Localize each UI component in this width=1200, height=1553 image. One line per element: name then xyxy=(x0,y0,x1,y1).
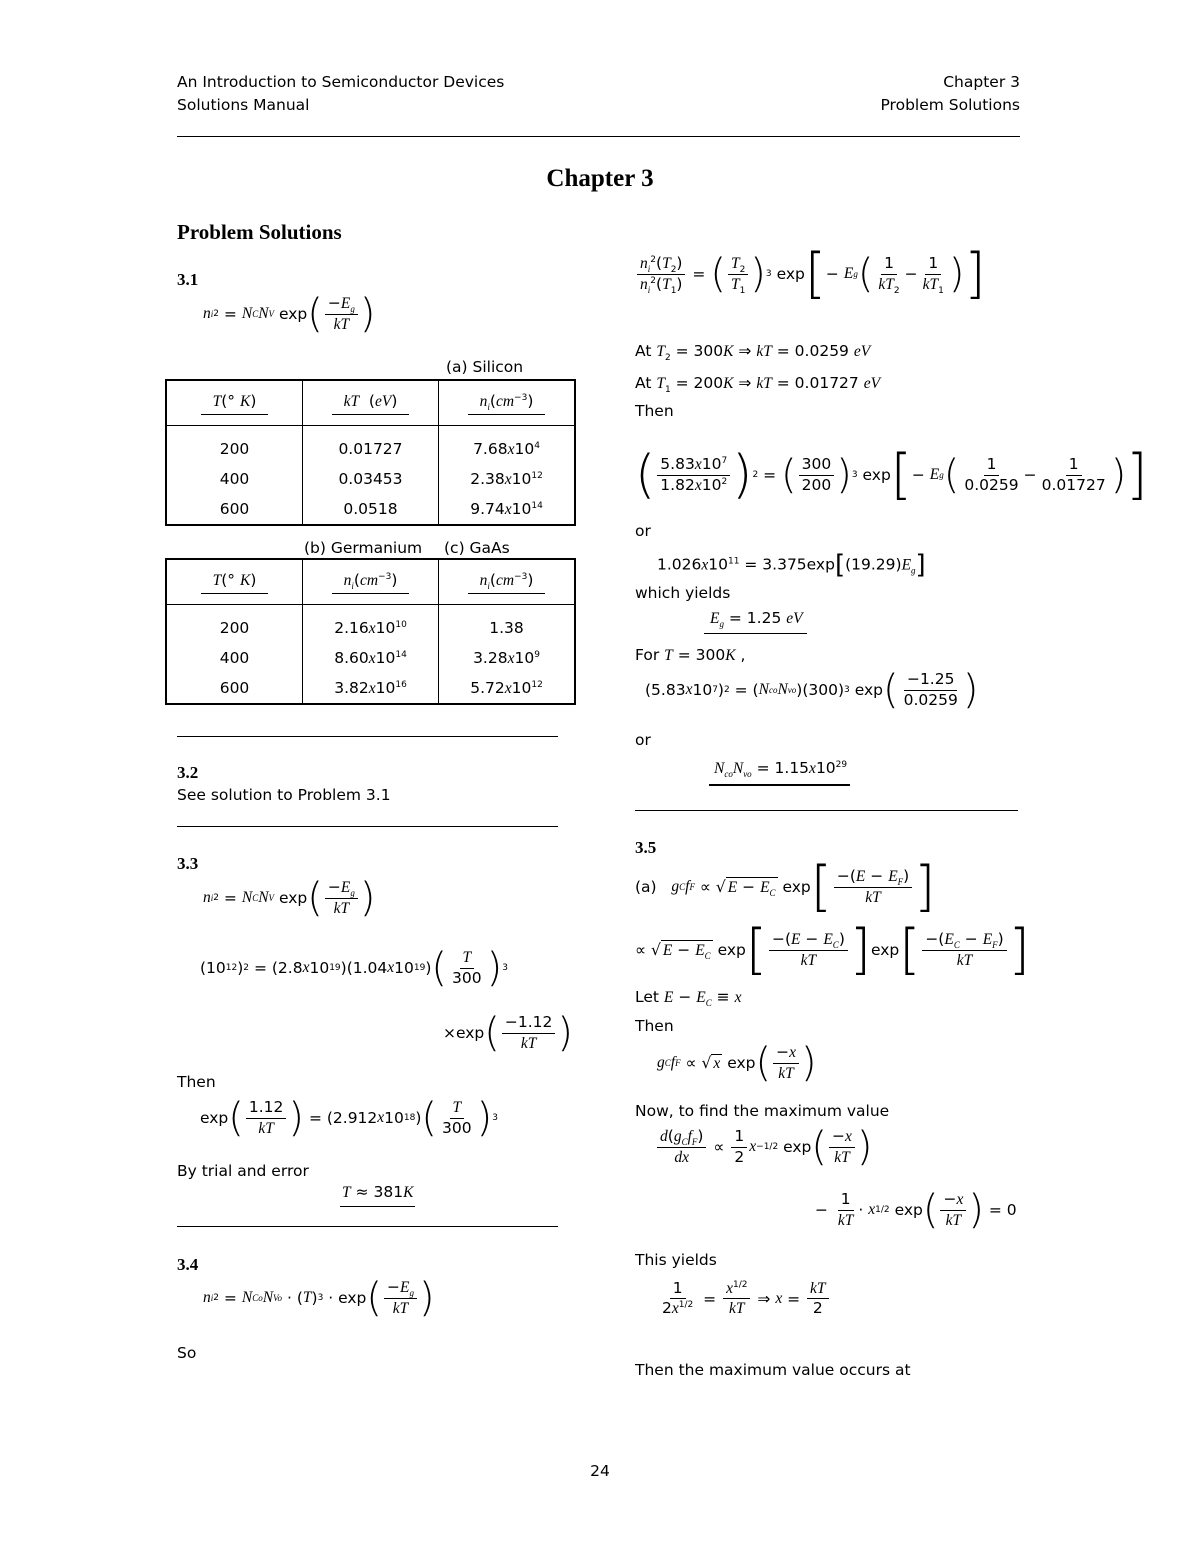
germanium-caption: (b) Germanium xyxy=(304,539,423,557)
table-row: 200 0.01727 $7.68x10^4$ xyxy=(166,426,575,465)
at-t2-line: At $T_2 = 300K$ ⇒ kT = 0.0259 eV xyxy=(635,342,871,364)
yields-label: This yields xyxy=(635,1251,717,1269)
equation-3-4d: $1.026x10^{11} = 3.375\exp[(19.29)E_g]$ xyxy=(657,550,926,580)
problem-3-2-text: See solution to Problem 3.1 xyxy=(177,786,391,804)
equation-3-3b: (10 12 ) 2 = (2.8 x 10 19 )(1.04 x 10 19 ) ( $\frac{T}{300}$ ) 3 xyxy=(200,945,508,991)
equation-3-4e: (5.83 x 10 7 ) 2 = ( N co N vo )(300) 3 exp ( $\frac{-1.25}{0.0259}$ ) xyxy=(645,667,979,713)
or-label: or xyxy=(635,731,651,749)
header-chapter: Chapter 3 xyxy=(943,73,1020,91)
header-section: Problem Solutions xyxy=(880,96,1020,114)
header-rule xyxy=(177,136,1020,137)
silicon-caption: (a) Silicon xyxy=(446,358,524,376)
then-label: Then xyxy=(635,1017,674,1035)
equation-3-5b: ∝ √ $E - E_C$ exp [ $\frac{-(E - E_C)}{kT}$ ] exp [ $\frac{-(E_C - E_F)}{kT}$ ] xyxy=(635,918,1030,981)
at-t1-line: At $T_1 = 200K$ ⇒ kT = 0.01727 eV xyxy=(635,374,881,396)
equation-3-5f: $\frac{1}{2x^{1/2}}$ = $\frac{x^{1/2}}{kT}$ ⇒ x = $\frac{kT}{2}$ xyxy=(657,1280,831,1317)
problem-3-5-number: 3.5 xyxy=(635,838,657,857)
let-line: Let $E - E_C \equiv x$ xyxy=(635,988,742,1009)
or-label: or xyxy=(635,522,651,540)
so-label: So xyxy=(177,1344,197,1362)
equation-3-5d: $\frac{d(g_Cf_F)}{dx}$ ∝ $\frac{1}{2}$ x −1/2 exp ( $\frac{-x}{kT}$ ) xyxy=(655,1127,873,1167)
problem-3-4-number: 3.4 xyxy=(177,1255,199,1274)
equation-3-3a: n i 2 = N C N V exp ( $\frac{-E_g}{kT}$ ) xyxy=(203,875,376,921)
now-label: Now, to find the maximum value xyxy=(635,1102,890,1120)
table-row: 400 $8.60x10^{14}$ $3.28x10^9$ xyxy=(166,643,575,673)
header-book-title: An Introduction to Semiconductor Devices xyxy=(177,73,505,91)
equation-3-4c: ( $\frac{5.83x10^7}{1.82x10^2}$ ) 2 = ( $\frac{300}{200}$ ) 3 exp [ − E g ( $\frac{1}{0.0259}$ − $\frac{1}{0.01727}$ ) ] xyxy=(635,443,1148,506)
equation-3-1: n i 2 = N C N V exp ( $\frac{-E_g}{kT}$ ) xyxy=(203,291,376,337)
then-label: Then xyxy=(177,1073,216,1091)
equation-3-5c: g C f F ∝ √ x exp ( $\frac{-x}{kT}$ ) xyxy=(657,1040,817,1086)
chapter-title: Chapter 3 xyxy=(546,165,654,192)
equation-3-4b: $\frac{n_i^2(T_2)}{n_i^2(T_1)}$ = ( $\frac{T_2}{T_1}$ ) 3 exp [ − E g ( $\frac{1}{kT_2}$ − $\frac{1}{kT_1}$ ) ] xyxy=(635,247,986,301)
result-3-3: T ≈ 381K xyxy=(340,1183,415,1207)
ge-gaas-table: T(° K) $n_i(cm^{-3})$ $n_i(cm^{-3})$ 200 $2.16x10^{10}$ 1.38 400 $8.60x10^{14}$ $3.28x10^9$ 600 $3.82x10^{16}$ $5.72x10^{12}$ xyxy=(165,558,576,705)
page-number: 24 xyxy=(590,1462,610,1480)
trial-label: By trial and error xyxy=(177,1162,309,1180)
for-t-line: For T = 300K , xyxy=(635,646,746,664)
equation-3-4a: n i 2 = N Co N Vo · ( T ) 3 · exp ( $\frac{-E_g}{kT}$ ) xyxy=(203,1275,435,1321)
max-label: Then the maximum value occurs at xyxy=(635,1361,911,1379)
equation-3-5a: (a) g C f F ∝ √ $E - E_C$ exp [ $\frac{-(E - E_F)}{kT}$ ] xyxy=(635,855,936,918)
equation-3-3c: ×exp ( $\frac{-1.12}{kT}$ ) xyxy=(443,1010,573,1056)
table-row: 400 0.03453 $2.38x10^{12}$ xyxy=(166,464,575,494)
problem-3-1-number: 3.1 xyxy=(177,270,199,289)
result-ncnv: $N_{co}N_{vo} = 1.15x10^{29}$ xyxy=(709,759,850,786)
divider xyxy=(635,810,1018,811)
problem-3-3-number: 3.3 xyxy=(177,854,199,873)
header-manual: Solutions Manual xyxy=(177,96,310,114)
problem-3-2-number: 3.2 xyxy=(177,763,199,782)
divider xyxy=(177,1226,558,1227)
then-label: Then xyxy=(635,402,674,420)
silicon-table: T(° K) kT (eV) $n_i(cm^{-3})$ 200 0.01727 $7.68x10^4$ 400 0.03453 $2.38x10^{12}$ 600 0.0518 $9.74x10^{14}$ xyxy=(165,379,576,526)
table-row: 200 $2.16x10^{10}$ 1.38 xyxy=(166,605,575,644)
divider xyxy=(177,736,558,737)
result-eg: $E_g = 1.25$ eV xyxy=(704,609,807,634)
table-row: 600 0.0518 $9.74x10^{14}$ xyxy=(166,494,575,525)
equation-3-3d: exp ( $\frac{1.12}{kT}$ ) = (2.912 x 10 18 ) ( $\frac{T}{300}$ ) 3 xyxy=(200,1095,498,1141)
which-yields-label: which yields xyxy=(635,584,731,602)
gaas-caption: (c) GaAs xyxy=(444,539,510,557)
table-row: 600 $3.82x10^{16}$ $5.72x10^{12}$ xyxy=(166,673,575,704)
divider xyxy=(177,826,558,827)
equation-3-5e: − $\frac{1}{kT}$ · x 1/2 exp ( $\frac{-x}{kT}$ ) = 0 xyxy=(815,1187,1017,1233)
section-title: Problem Solutions xyxy=(177,220,342,244)
